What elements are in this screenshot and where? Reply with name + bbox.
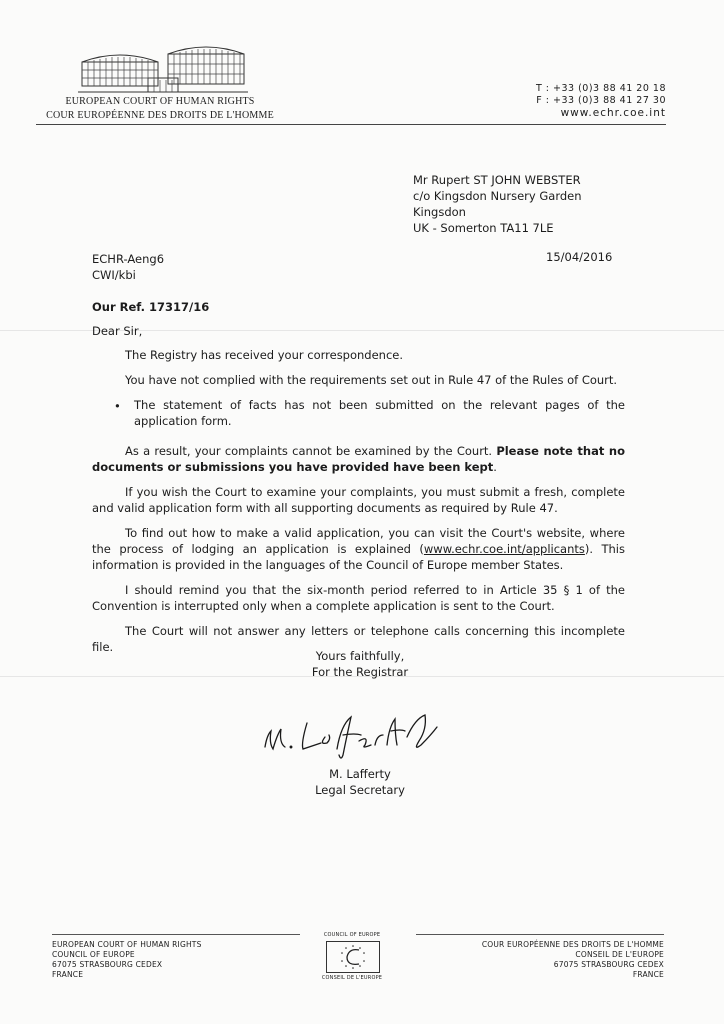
paragraph-5-text: To find out how to make a valid application, you can visit the Court's website, where the process of lodging an application is explained ( bbox=[92, 526, 625, 556]
bullet-item: The statement of facts has not been submitted on the relevant pages of the application form. bbox=[134, 398, 625, 428]
coe-emblem-icon bbox=[327, 942, 379, 972]
footer-address-en bbox=[52, 940, 202, 980]
our-reference: Our Ref. 17317/16 bbox=[92, 300, 210, 314]
footer-line: COUR EUROPÉENNE DES DROITS DE L'HOMME bbox=[481, 940, 664, 949]
paragraph-3 bbox=[92, 443, 625, 475]
court-building-logo bbox=[78, 40, 248, 98]
recipient-name: Mr Rupert ST JOHN WEBSTER bbox=[413, 173, 581, 187]
footer-line: CONSEIL DE L'EUROPE bbox=[575, 950, 664, 959]
footer-divider-left bbox=[52, 934, 300, 935]
coe-logo-caption-bottom: CONSEIL DE L'EUROPE bbox=[321, 975, 383, 981]
signer-title: Legal Secretary bbox=[315, 783, 405, 797]
closing-line: Yours faithfully, bbox=[315, 649, 405, 663]
website-url: www.echr.coe.int bbox=[560, 107, 666, 119]
recipient-line: UK - Somerton TA11 7LE bbox=[413, 221, 554, 235]
court-name-fr: COUR EUROPÉENNE DES DROITS DE L'HOMME bbox=[46, 110, 274, 121]
paragraph-5 bbox=[92, 525, 625, 573]
footer-line: FRANCE bbox=[52, 970, 84, 979]
paragraph-3-bold: Please note that no documents or submissions you have provided have been kept bbox=[92, 444, 625, 474]
signer-name: M. Lafferty bbox=[329, 767, 391, 781]
footer-address-fr bbox=[482, 940, 664, 980]
court-name-en: EUROPEAN COURT OF HUMAN RIGHTS bbox=[65, 96, 255, 107]
header-divider bbox=[36, 124, 666, 125]
footer-line: FRANCE bbox=[632, 970, 664, 979]
paragraph-2: You have not complied with the requirements set out in Rule 47 of the Rules of Court. bbox=[125, 373, 618, 387]
paragraph-4: If you wish the Court to examine your complaints, you must submit a fresh, complete and valid application form with all supporting documents as required by Rule 47. bbox=[92, 485, 625, 515]
salutation: Dear Sir, bbox=[92, 324, 143, 338]
recipient-address bbox=[413, 172, 582, 236]
footer-line: 67075 STRASBOURG CEDEX bbox=[553, 960, 664, 969]
letter-date: 15/04/2016 bbox=[546, 250, 613, 264]
recipient-line: c/o Kingsdon Nursery Garden bbox=[413, 189, 582, 203]
footer-line: EUROPEAN COURT OF HUMAN RIGHTS bbox=[52, 940, 202, 949]
handwritten-signature bbox=[255, 705, 445, 765]
paragraph-6: I should remind you that the six-month period referred to in Article 35 § 1 of the Convention is interrupted only when a complete application is sent to the Court. bbox=[92, 583, 625, 613]
paragraph-7: The Court will not answer any letters or telephone calls concerning this incomplete file. bbox=[92, 624, 625, 654]
coe-logo-caption-top: COUNCIL OF EUROPE bbox=[323, 932, 381, 938]
signer-block bbox=[290, 766, 430, 798]
closing-block bbox=[290, 648, 430, 680]
reference-initials: CWI/kbi bbox=[92, 268, 136, 282]
recipient-line: Kingsdon bbox=[413, 205, 466, 219]
footer-divider-right bbox=[416, 934, 664, 935]
paragraph-3-end: . bbox=[493, 460, 497, 474]
reference-block bbox=[92, 251, 164, 283]
contact-block bbox=[536, 83, 666, 119]
telephone-number: T : +33 (0)3 88 41 20 18 bbox=[535, 83, 666, 94]
paragraph-3-text: As a result, your complaints cannot be examined by the Court. bbox=[125, 444, 497, 458]
paragraph-1: The Registry has received your correspondence. bbox=[125, 348, 404, 362]
footer-line: 67075 STRASBOURG CEDEX bbox=[52, 960, 163, 969]
closing-line: For the Registrar bbox=[311, 665, 409, 679]
footer-line: COUNCIL OF EUROPE bbox=[52, 950, 135, 959]
fax-number: F : +33 (0)3 88 41 27 30 bbox=[536, 95, 666, 106]
applicants-link[interactable]: www.echr.coe.int/applicants bbox=[423, 542, 585, 556]
council-of-europe-logo bbox=[326, 941, 380, 973]
paragraph-5-text-end: ). This information is provided in the languages of the Council of Europe member States. bbox=[92, 542, 625, 572]
bullet-icon: • bbox=[114, 399, 121, 413]
reference-code: ECHR-Aeng6 bbox=[92, 252, 165, 266]
